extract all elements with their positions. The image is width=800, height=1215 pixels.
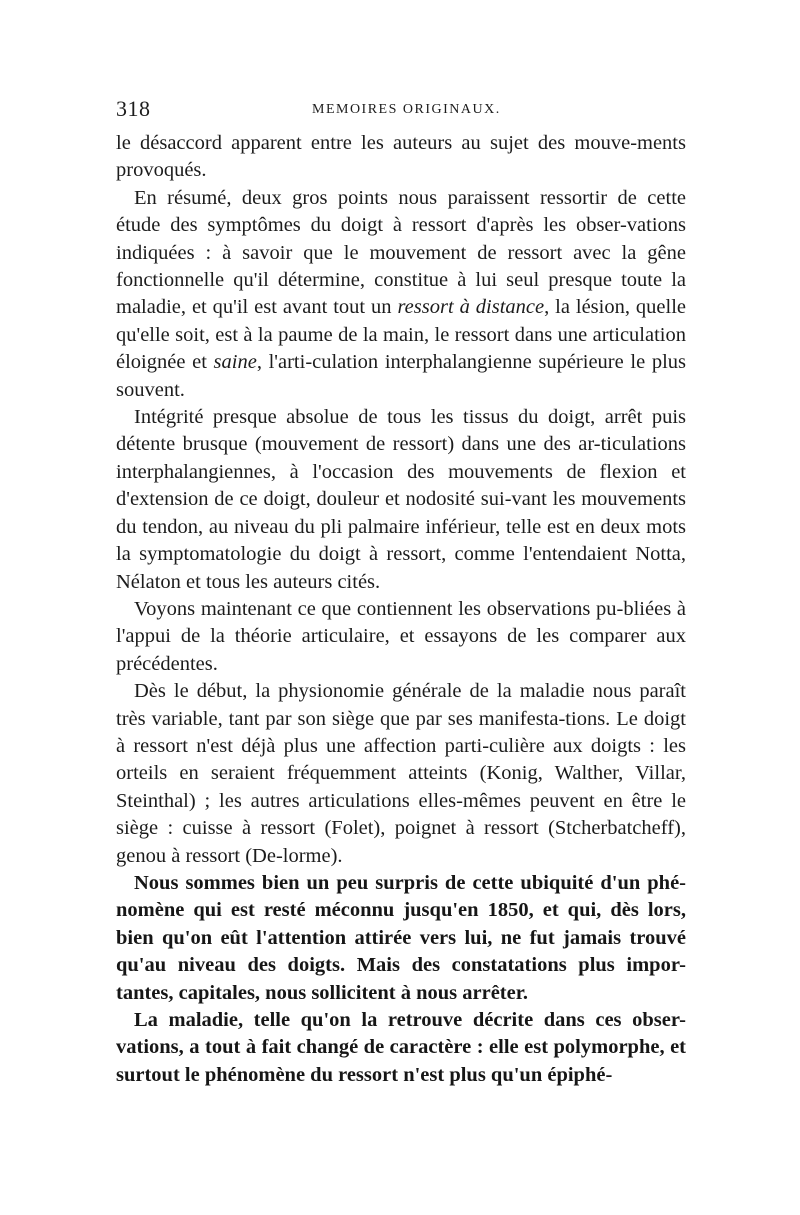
paragraph-text: , l'arti-culation interphalangienne supérieure le plus souvent. (116, 351, 686, 401)
paragraph (116, 678, 686, 870)
paragraph-text: Dès le début, la physionomie générale de la maladie nous paraît très variable, tant par son siège que par ses manifesta-tions. Le doigt à ressort n'est déjà plus une affection parti-culière aux doigts : les orteils en seraient fréquemment atteints (Konig, Walther, Villar, Steinthal) ; les autres articulations elles-mêmes peuvent en être le siège : cuisse à ressort (Folet), poignet à ressort (Stcherbatcheff), genou à ressort (De-lorme). (116, 680, 686, 867)
paragraph-text: En résumé, deux gros points nous paraissent ressortir de cette étude des symptômes du doigt à ressort d'après les obser-vations indiquées : à savoir que le mouvement de ressort avec la gêne fonctionnelle qu'il détermine, constitue à lui seul presque toute la maladie, et qu'il est avant tout un (116, 186, 686, 319)
emphasized-term: saine (213, 351, 257, 374)
running-title: MEMOIRES ORIGINAUX. (312, 102, 501, 117)
emphasized-term: ressort à distance (397, 296, 545, 319)
page-number: 318 (116, 96, 151, 121)
paragraph (116, 596, 686, 678)
paragraph (116, 1007, 686, 1089)
paragraph-text: le désaccord apparent entre les auteurs au sujet des mouve-ments provoqués. (116, 132, 686, 182)
paragraph-text: Intégrité presque absolue de tous les tissus du doigt, arrêt puis détente brusque (mouvement de ressort) dans une des ar-ticulations interphalangiennes, à l'occasion des mouvements de flexion et d'extension de ce doigt, douleur et nodosité sui-vant les mouvements du tendon, au niveau du pli palmaire inférieur, telle est en deux mots la symptomatologie du doigt à ressort, comme l'entendaient Notta, Nélaton et tous les auteurs cités. (116, 406, 686, 593)
paragraph (116, 404, 686, 596)
running-head (116, 96, 686, 126)
paragraph (116, 870, 686, 1007)
paragraph-text: La maladie, telle qu'on la retrouve décrite dans ces obser-vations, a tout à fait changé de caractère : elle est polymorphe, et surtout le phénomène du ressort n'est plus qu'un épiphé- (116, 1009, 686, 1086)
paragraph-text: Voyons maintenant ce que contiennent les observations pu-bliées à l'appui de la théorie articulaire, et essayons de les comparer aux précédentes. (116, 597, 686, 675)
body-text (116, 130, 686, 1089)
paragraph-text: , la lésion, quelle qu'elle soit, est à la paume de la main, le ressort dans une articulation éloignée et (116, 296, 686, 374)
paragraph (116, 130, 686, 185)
paragraph (116, 185, 686, 404)
paragraph-text: Nous sommes bien un peu surpris de cette ubiquité d'un phé-nomène qui est resté méconnu jusqu'en 1850, et qui, dès lors, bien qu'on eût l'attention attirée vers lui, ne fut jamais trouvé qu'au niveau des doigts. Mais des constatations plus impor-tantes, capitales, nous sollicitent à nous arrêter. (116, 871, 686, 1004)
